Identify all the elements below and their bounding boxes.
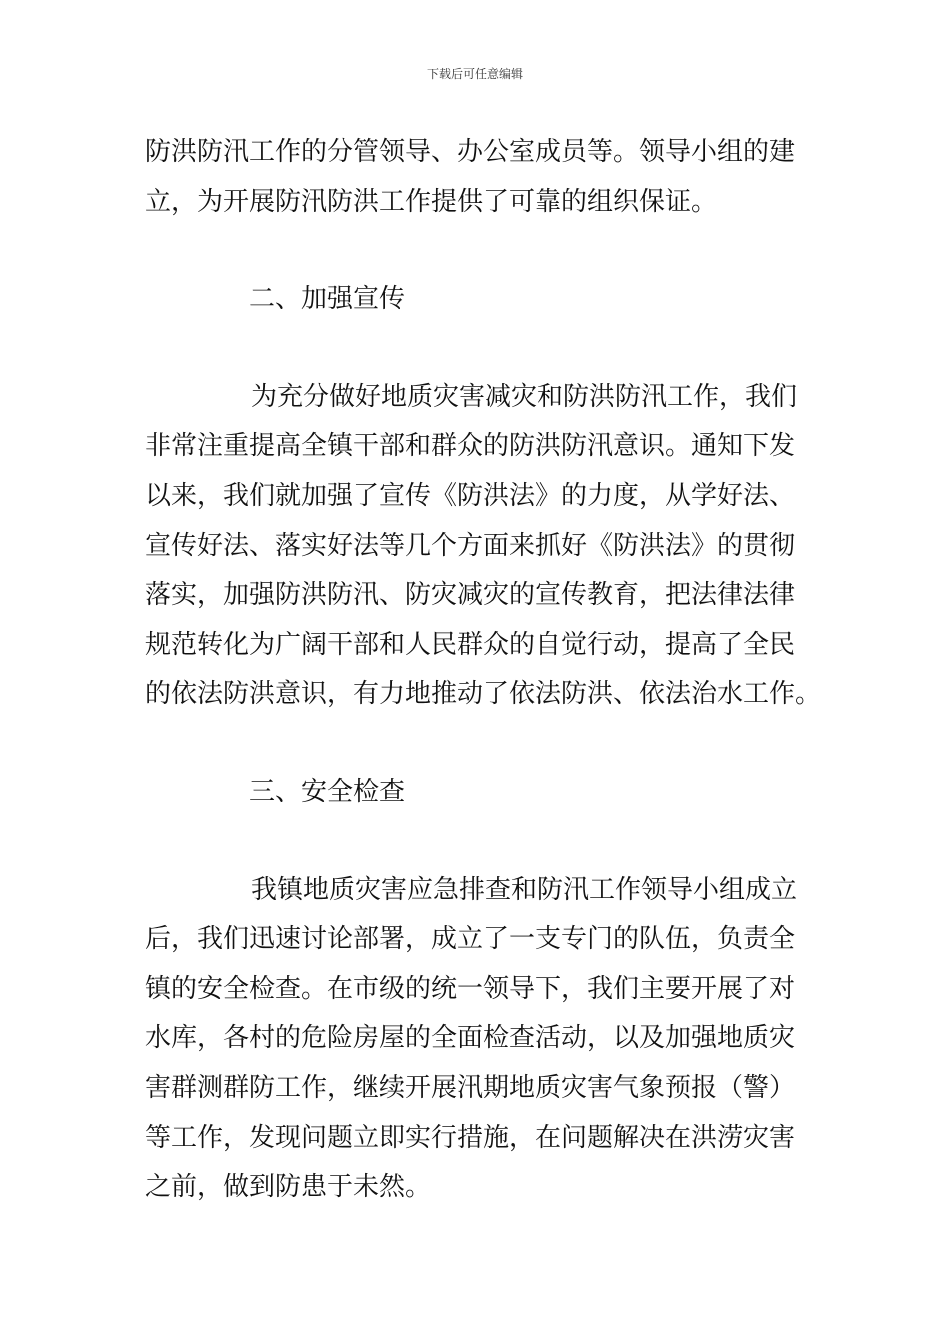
paragraph-line: 后，我们迅速讨论部署，成立了一支专门的队伍，负责全 [145, 924, 796, 955]
paragraph-line: 的依法防洪意识，有力地推动了依法防洪、依法治水工作。 [145, 679, 822, 710]
section-heading: 二、加强宣传 [249, 284, 406, 315]
document-body [145, 128, 822, 1213]
paragraph-line: 宣传好法、落实好法等几个方面来抓好《防洪法》的贯彻 [145, 530, 796, 561]
section-safety-inspection [145, 768, 807, 1213]
paragraph-leadership [145, 128, 807, 227]
paragraph-line: 立，为开展防汛防洪工作提供了可靠的组织保证。 [145, 186, 718, 217]
paragraph-line: 非常注重提高全镇干部和群众的防洪防汛意识。通知下发 [145, 431, 796, 462]
paragraph-line: 以来，我们就加强了宣传《防洪法》的力度，从学好法、 [145, 480, 796, 511]
paragraph-line: 水库，各村的危险房屋的全面检查活动，以及加强地质灾 [145, 1023, 796, 1054]
section-publicity [145, 275, 822, 720]
section-heading: 三、安全检查 [249, 776, 406, 807]
paragraph-line: 我镇地质灾害应急排查和防汛工作领导小组成立 [251, 874, 798, 905]
paragraph-line: 落实，加强防洪防汛、防灾减灾的宣传教育，把法律法律 [145, 580, 796, 611]
paragraph-line: 害群测群防工作，继续开展汛期地质灾害气象预报（警） [145, 1072, 796, 1103]
paragraph-line: 镇的安全检查。在市级的统一领导下，我们主要开展了对 [145, 973, 796, 1004]
paragraph-line: 为充分做好地质灾害减灾和防洪防汛工作，我们 [251, 381, 798, 412]
paragraph-line: 之前，做到防患于未然。 [145, 1172, 432, 1203]
paragraph-line: 防洪防汛工作的分管领导、办公室成员等。领导小组的建 [145, 137, 796, 167]
paragraph-line: 规范转化为广阔干部和人民群众的自觉行动，提高了全民 [145, 629, 796, 660]
paragraph-line: 等工作，发现问题立即实行措施，在问题解决在洪涝灾害 [145, 1122, 796, 1153]
section-paragraph [145, 866, 807, 1213]
section-paragraph [145, 373, 822, 720]
page-header: 下载后可任意编辑 [426, 67, 523, 81]
